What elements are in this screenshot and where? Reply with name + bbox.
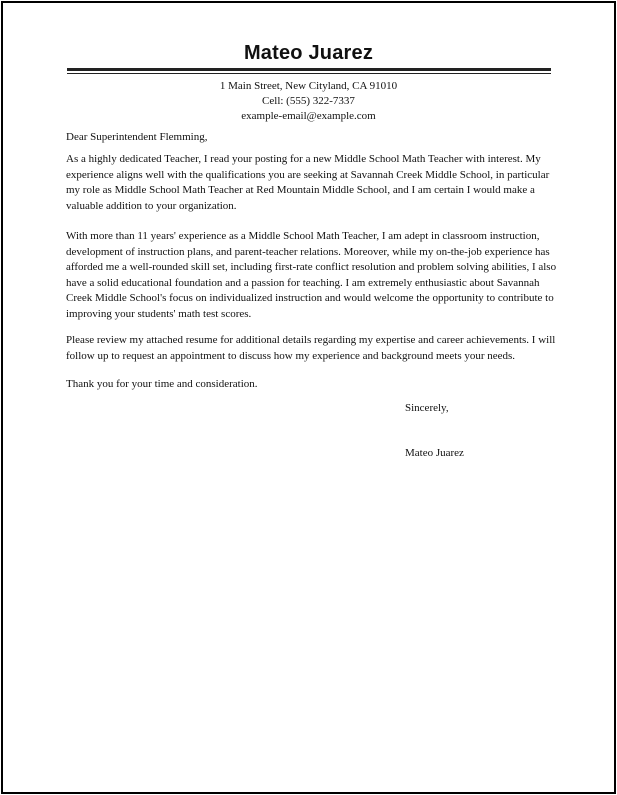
address-line: 1 Main Street, New Cityland, CA 91010 xyxy=(219,80,398,92)
signature-name: Mateo Juarez xyxy=(405,447,464,459)
paragraph-thanks: Thank you for your time and consideration. xyxy=(66,378,258,390)
header-rule-thin xyxy=(67,73,551,74)
paragraph-experience: With more than 11 years' experience as a Middle School Math Teacher, I am adept in classroom instruction, development of instruction plans, and parent-teacher relations. Moreover, while my on-the-job experience has afforded me a well-rounded skill set, including first-rate conflict resolution and problem solving abilities, I also have a solid educational foundation and a passion for teaching. I am extremely enthusiastic about Savannah Creek Middle School's focus on individualized instruction and would welcome the opportunity to contribute to improving your students' math test scores. xyxy=(66,230,557,320)
header-rule-thick xyxy=(67,68,551,71)
paragraph-intro: As a highly dedicated Teacher, I read your posting for a new Middle School Math Teacher with interest. My experience aligns well with the qualifications you are seeking at Savannah Creek Middle School, in particular my role as Middle School Math Teacher at Red Mountain Middle School, and I am certain I would make a valuable addition to your organization. xyxy=(66,153,550,212)
phone-line: Cell: (555) 322-7337 xyxy=(262,95,355,107)
paragraph-follow-up: Please review my attached resume for additional details regarding my expertise and career achievements. I will follow up to request an appointment to discuss how my experience and background meets your needs. xyxy=(66,334,556,362)
salutation: Dear Superintendent Flemming, xyxy=(66,131,208,143)
contact-block xyxy=(0,79,617,124)
closing: Sincerely, xyxy=(405,402,449,414)
email-line: example-email@example.com xyxy=(241,110,376,122)
sender-name-heading: Mateo Juarez xyxy=(243,42,374,64)
